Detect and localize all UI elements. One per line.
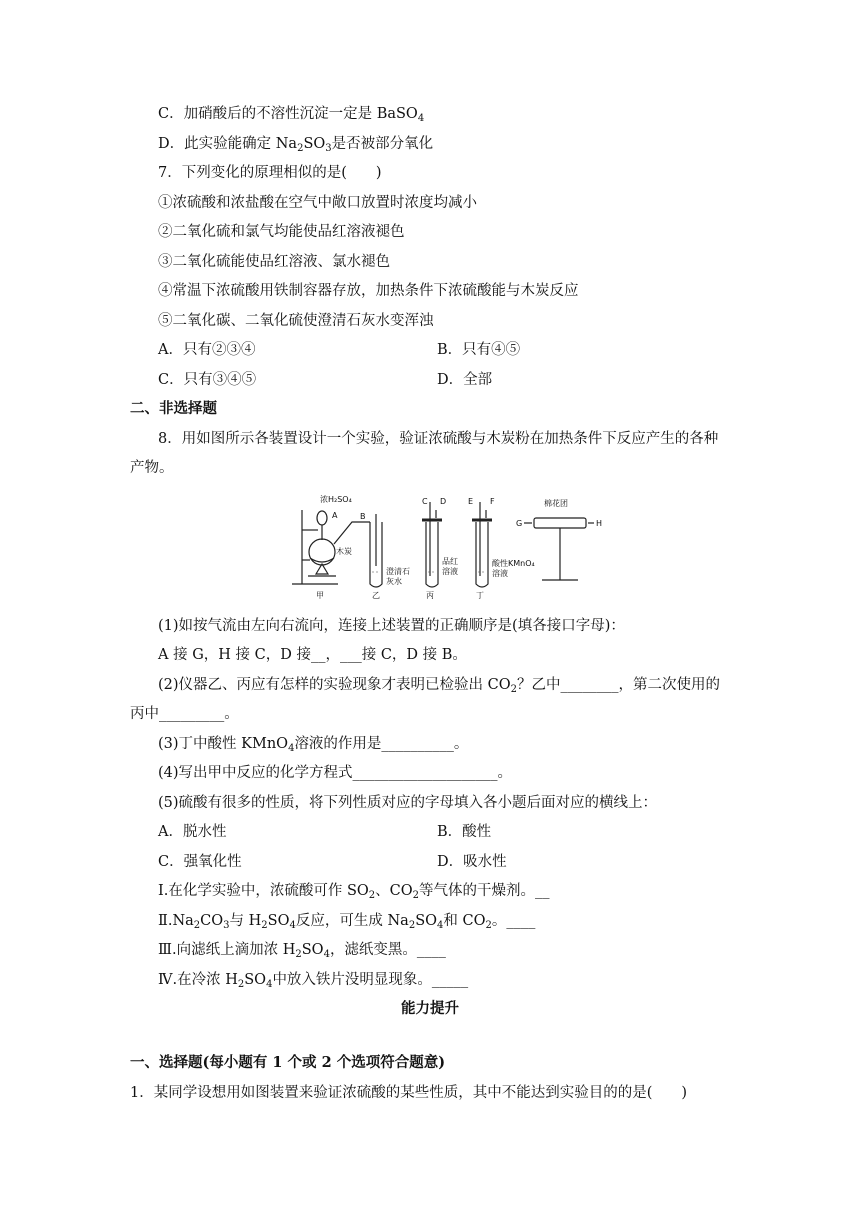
- question-7: 7．下列变化的原理相似的是( ): [158, 165, 382, 181]
- label-e: E: [468, 497, 474, 506]
- item-i: Ⅰ.在化学实验中，浓硫酸可作 $SO_2$、$CO_2$等气体的干燥剂。__: [158, 883, 550, 901]
- statement-5: ⑤二氧化碳、二氧化硫使澄清石灰水变浑浊: [158, 313, 434, 329]
- section-heading-nonchoice: 二、非选择题: [130, 400, 217, 417]
- choice-b: B．只有④⑤: [437, 342, 521, 358]
- section-heading-choice: 一、选择题(每小题有 1 个或 2 个选项符合题意): [130, 1054, 446, 1071]
- label-g: G: [516, 519, 523, 528]
- label-acid: 浓H₂SO₄: [320, 495, 352, 504]
- property-b: B．酸性: [437, 824, 492, 840]
- label-bing: 丙: [426, 591, 434, 600]
- question-8-line2: 产物。: [130, 460, 174, 476]
- statement-1: ①浓硫酸和浓盐酸在空气中敞口放置时浓度均减小: [158, 195, 477, 211]
- label-b: B: [360, 512, 366, 521]
- part-2-line1: (2)仪器乙、丙应有怎样的实验现象才表明已检验出 $CO_2$？乙中________，第二次使用的: [158, 677, 721, 695]
- property-a: A．脱水性: [158, 824, 227, 840]
- label-fuchsin-2: 溶液: [442, 567, 458, 576]
- label-kmno4-1: 酸性KMnO₄: [492, 559, 535, 568]
- part-2-line2: 丙中_________。: [130, 706, 239, 722]
- part-1: (1)如按气流由左向右流向，连接上述装置的正确顺序是(填各接口字母)：: [158, 618, 625, 634]
- label-fuchsin-1: 品红: [442, 557, 458, 566]
- item-ii: $Ⅱ.Na_2CO_3$与 $H_2SO_4$反应，可生成 $Na_2SO_4$和 $CO_2$。____: [158, 913, 536, 931]
- choice-c: C．只有③④⑤: [158, 372, 257, 388]
- statement-3: ③二氧化硫能使品红溶液、氯水褪色: [158, 254, 390, 270]
- label-limewater-1: 澄清石: [386, 567, 410, 576]
- label-jia: 甲: [316, 591, 324, 600]
- part-5: (5)硫酸有很多的性质，将下列性质对应的字母填入各小题后面对应的横线上：: [158, 795, 658, 811]
- label-a: A: [332, 511, 338, 520]
- part-4: (4)写出甲中反应的化学方程式____________________。: [158, 765, 513, 781]
- label-f: F: [490, 497, 495, 506]
- label-charcoal: 木炭: [336, 547, 352, 556]
- choice-a: A．只有②③④: [158, 342, 256, 358]
- label-d: D: [440, 497, 447, 506]
- section-heading-ability: 能力提升: [401, 1000, 459, 1017]
- label-yi: 乙: [372, 591, 380, 600]
- option-d-line: D．此实验能确定 $Na_2SO_3$是否被部分氧化: [158, 136, 434, 154]
- question-1: 1．某同学设想用如图装置来验证浓硫酸的某些性质，其中不能达到实验目的的是( ): [130, 1085, 688, 1101]
- item-iv: Ⅳ.在冷浓 $H_2SO_4$中放入铁片没明显现象。_____: [158, 972, 469, 990]
- property-c: C．强氧化性: [158, 854, 242, 870]
- option-c-line: C．加硝酸后的不溶性沉淀一定是 BaSO$_4$: [158, 106, 425, 124]
- choice-d: D．全部: [437, 372, 493, 388]
- property-d: D．吸水性: [437, 854, 507, 870]
- statement-2: ②二氧化硫和氯气均能使品红溶液褪色: [158, 224, 405, 240]
- part-1-answer: A 接 G，H 接 C，D 接__，___接 C，D 接 B。: [158, 647, 467, 663]
- label-kmno4-2: 溶液: [492, 569, 508, 578]
- question-8-line1: 8．用如图所示各装置设计一个实验，验证浓硫酸与木炭粉在加热条件下反应产生的各种: [158, 431, 719, 447]
- item-iii: Ⅲ.向滤纸上滴加浓 $H_2SO_4$，滤纸变黑。____: [158, 942, 446, 960]
- apparatus-diagram: [288, 492, 608, 604]
- statement-4: ④常温下浓硫酸用铁制容器存放，加热条件下浓硫酸能与木炭反应: [158, 283, 579, 299]
- part-3: (3)丁中酸性 KMnO$_4$溶液的作用是__________。: [158, 736, 469, 754]
- label-c: C: [422, 497, 428, 506]
- label-cotton: 棉花团: [544, 499, 568, 508]
- label-ding: 丁: [476, 591, 484, 600]
- label-h: H: [596, 519, 603, 528]
- label-limewater-2: 灰水: [386, 577, 402, 586]
